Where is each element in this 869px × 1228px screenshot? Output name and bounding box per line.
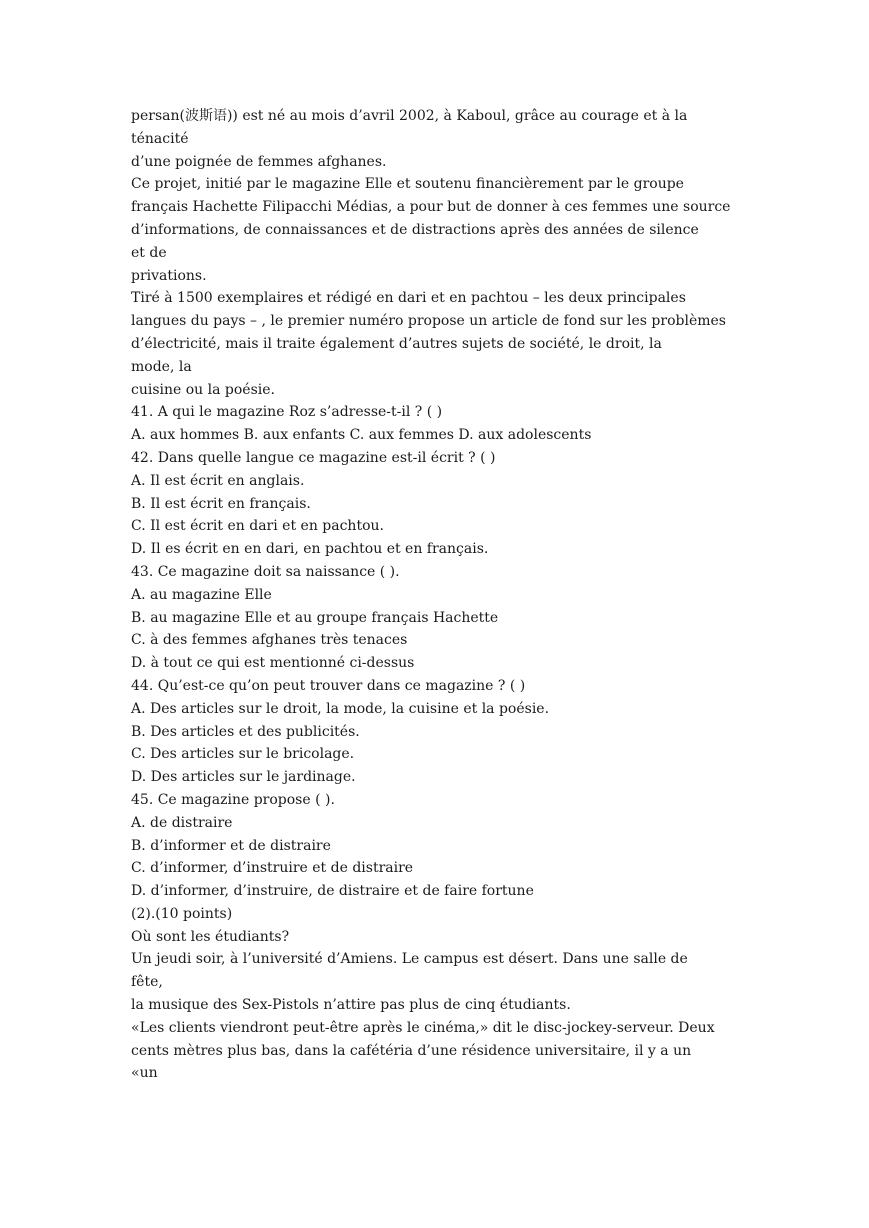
passage-title: Où sont les étudiants? [131, 928, 290, 945]
text-line: mode, la [131, 358, 192, 375]
question-43-option-b: B. au magazine Elle et au groupe français Hachette [131, 609, 499, 626]
text-line: persan(波斯语)) est né au mois d’avril 2002, à Kaboul, grâce au courage et à la [131, 108, 688, 124]
question-45-option-c: C. d’informer, d’instruire et de distraire [131, 860, 414, 877]
question-44: 44. Qu’est-ce qu’on peut trouver dans ce magazine ? ( ) [131, 677, 526, 694]
question-44-option-d: D. Des articles sur le jardinage. [131, 769, 356, 786]
question-42-option-b: B. Il est écrit en français. [131, 495, 311, 512]
question-45-option-a: A. de distraire [131, 814, 233, 831]
text-line: «Les clients viendront peut-être après le cinéma,» dit le disc-jockey-serveur. Deux [131, 1019, 715, 1036]
question-43-option-a: A. au magazine Elle [131, 586, 272, 603]
question-44-option-a: A. Des articles sur le droit, la mode, la cuisine et la poésie. [131, 700, 550, 717]
text-line: Ce projet, initié par le magazine Elle et soutenu financièrement par le groupe [131, 176, 684, 193]
text-line: ténacité [131, 130, 189, 147]
question-45-option-b: B. d’informer et de distraire [131, 837, 331, 854]
text-line: d’une poignée de femmes afghanes. [131, 153, 387, 170]
question-44-option-b: B. Des articles et des publicités. [131, 723, 360, 740]
text-line: français Hachette Filipacchi Médias, a pour but de donner à ces femmes une source [131, 199, 731, 216]
text-line: cuisine ou la poésie. [131, 381, 275, 398]
text-line: et de [131, 244, 167, 261]
text-line: d’électricité, mais il traite également d’autres sujets de société, le droit, la [131, 335, 662, 352]
text-line: fête, [131, 974, 163, 991]
question-43-option-d: D. à tout ce qui est mentionné ci-dessus [131, 655, 415, 672]
text-line: privations. [131, 267, 207, 284]
question-45: 45. Ce magazine propose ( ). [131, 791, 335, 808]
text-line: cents mètres plus bas, dans la cafétéria d’une résidence universitaire, il y a un [131, 1042, 692, 1059]
question-44-option-c: C. Des articles sur le bricolage. [131, 746, 355, 763]
question-42-option-c: C. Il est écrit en dari et en pachtou. [131, 518, 384, 535]
question-43: 43. Ce magazine doit sa naissance ( ). [131, 563, 400, 580]
question-42-option-d: D. Il es écrit en en dari, en pachtou et en français. [131, 541, 489, 558]
question-41: 41. A qui le magazine Roz s’adresse-t-il ? ( ) [131, 404, 443, 421]
document-text [131, 105, 741, 1085]
text-line: d’informations, de connaissances et de distractions après des années de silence [131, 221, 699, 238]
question-45-option-d: D. d’informer, d’instruire, de distraire et de faire fortune [131, 883, 534, 900]
text-line: «un [131, 1065, 158, 1082]
text-line: Un jeudi soir, à l’université d’Amiens. Le campus est désert. Dans une salle de [131, 951, 688, 968]
question-42-option-a: A. Il est écrit en anglais. [131, 472, 305, 489]
text-line: Tiré à 1500 exemplaires et rédigé en dari et en pachtou – les deux principales [131, 290, 686, 307]
text-line: langues du pays – , le premier numéro propose un article de fond sur les problèmes [131, 313, 726, 330]
text-line: la musique des Sex-Pistols n’attire pas plus de cinq étudiants. [131, 997, 571, 1014]
section-heading: (2).(10 points) [131, 905, 233, 922]
question-43-option-c: C. à des femmes afghanes très tenaces [131, 632, 408, 649]
question-42: 42. Dans quelle langue ce magazine est-il écrit ? ( ) [131, 449, 496, 466]
question-41-options: A. aux hommes B. aux enfants C. aux femmes D. aux adolescents [131, 427, 592, 444]
